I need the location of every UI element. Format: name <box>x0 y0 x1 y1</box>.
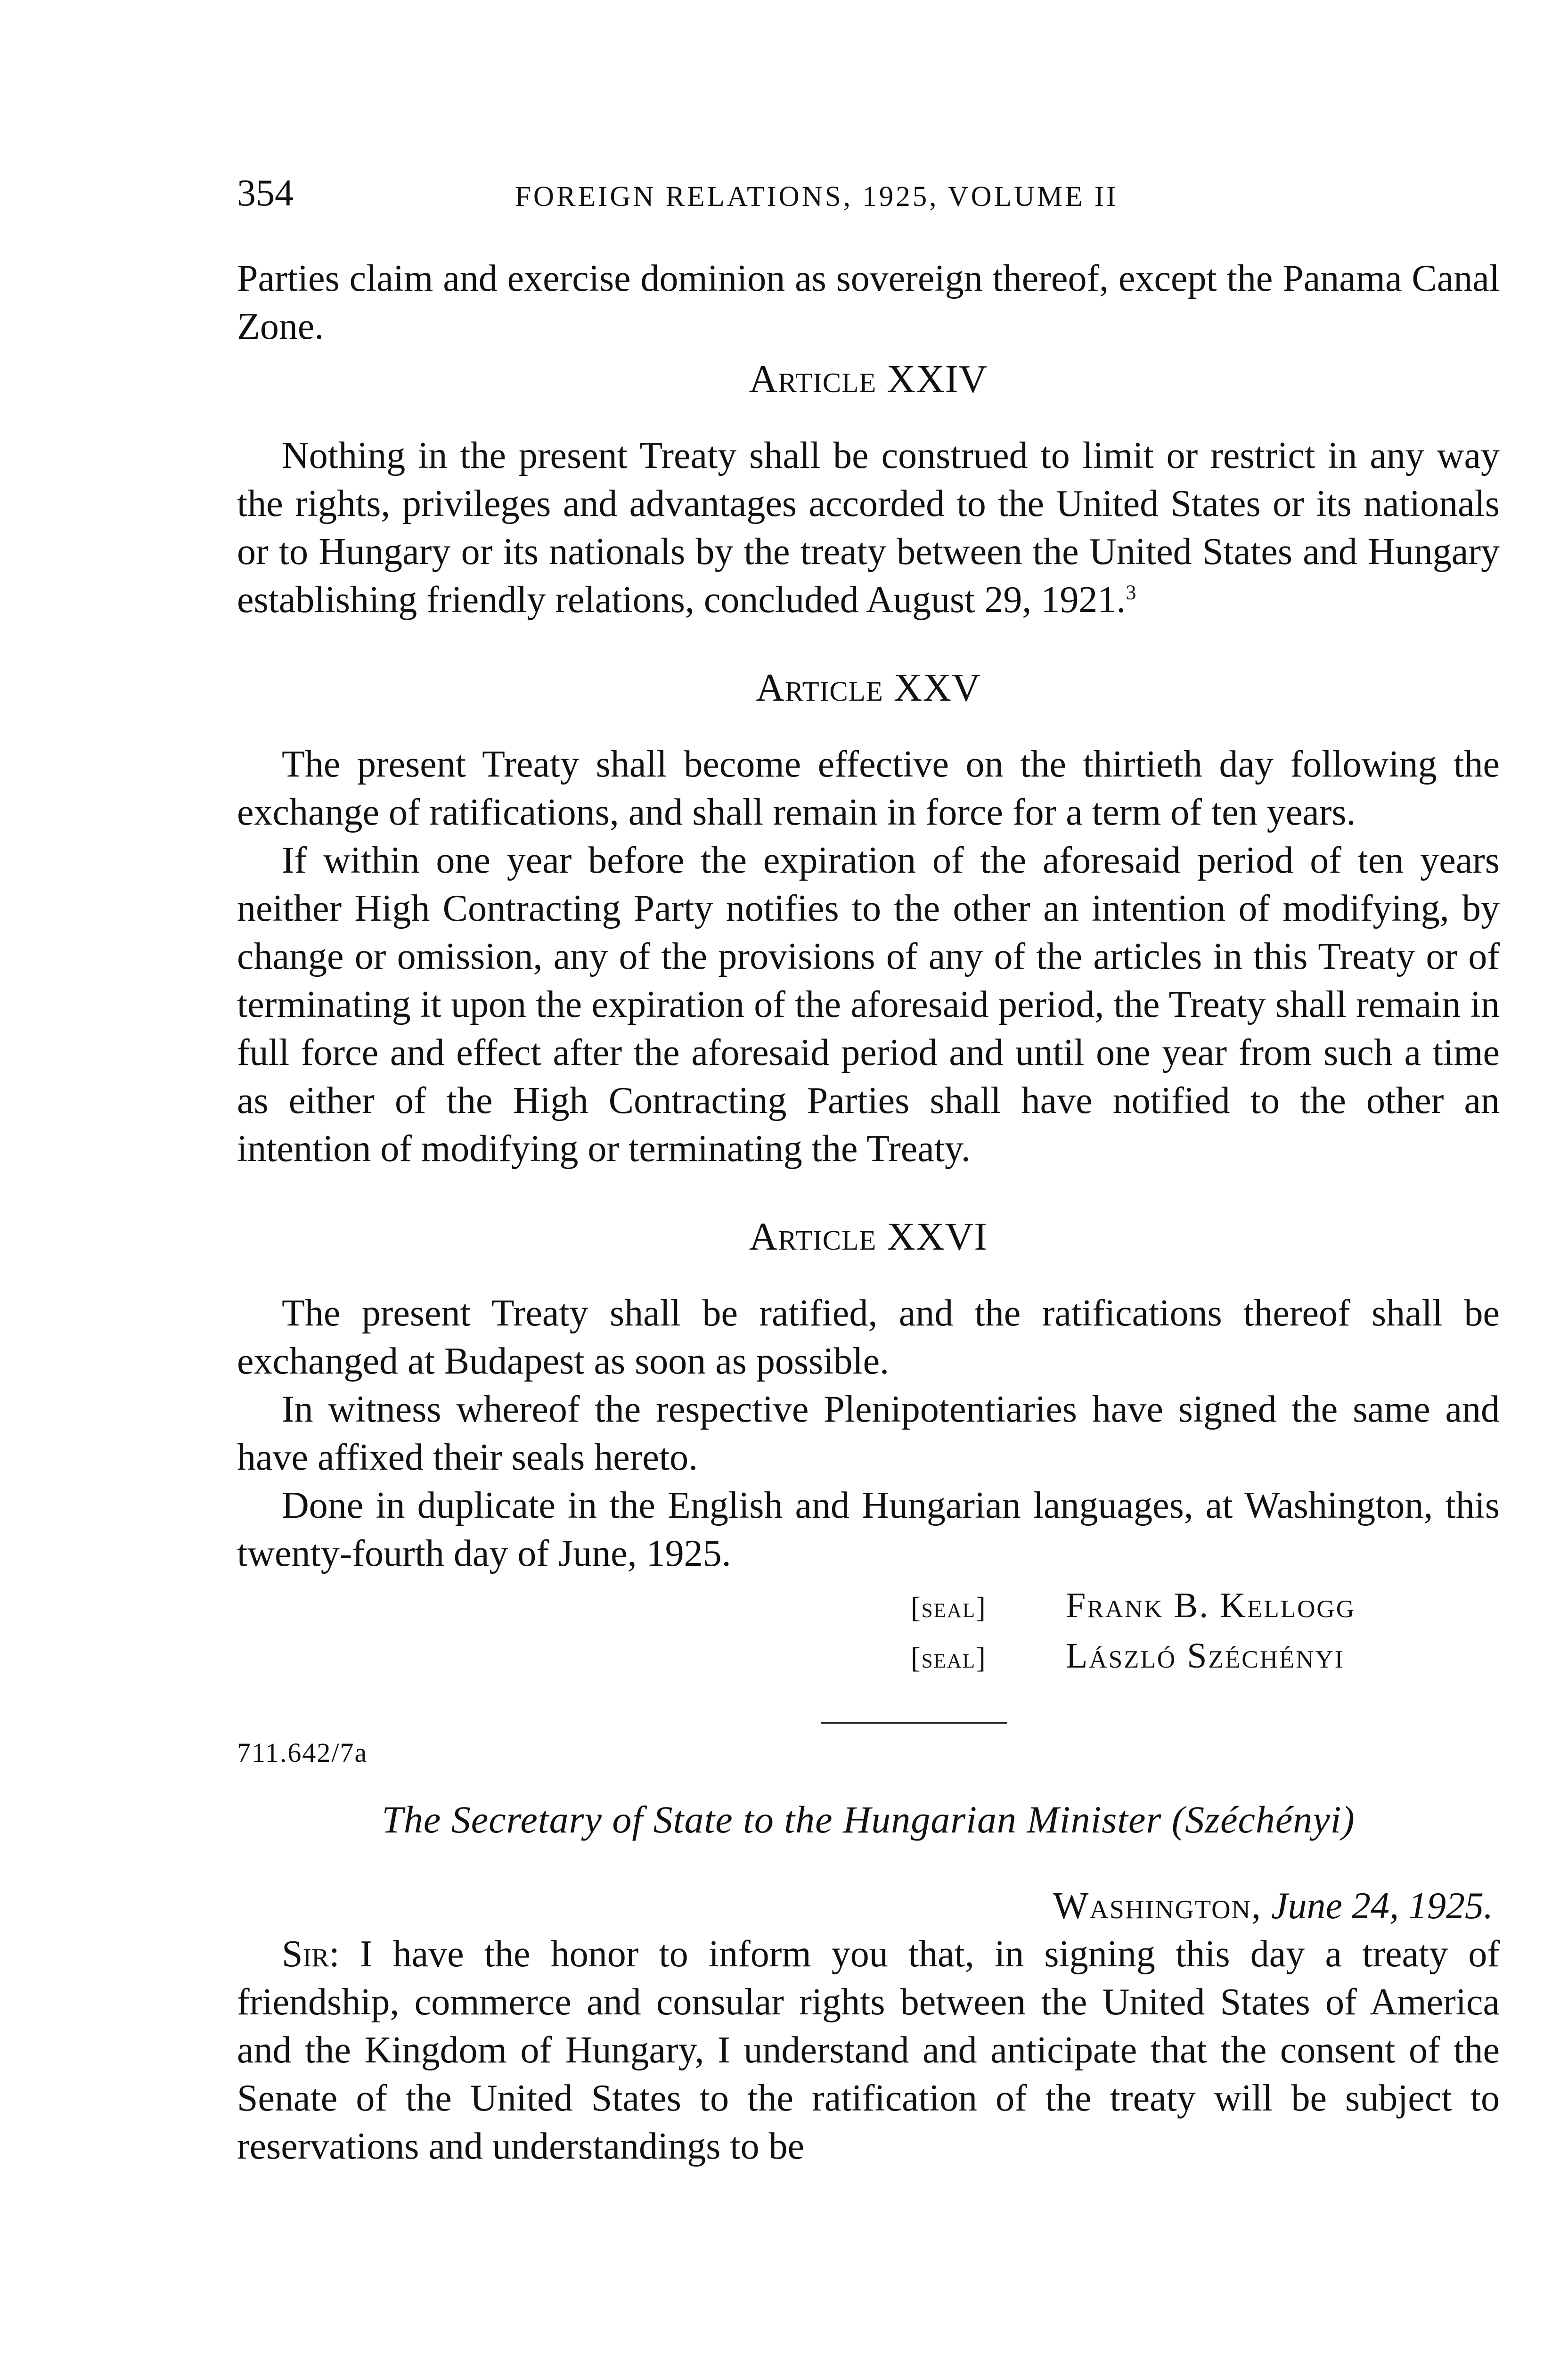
letter-paragraph <box>237 1930 1500 2170</box>
seal-label: [seal] <box>911 1592 987 1624</box>
page-body <box>237 254 1500 2170</box>
date: June 24, 1925. <box>1271 1885 1493 1927</box>
article-xxvi-paragraph-3: Done in duplicate in the English and Hungarian languages, at Washington, this twenty-fourth day of June, 1925. <box>237 1485 1500 1574</box>
article-xxiv-heading: Article XXIV <box>749 357 988 401</box>
running-head: FOREIGN RELATIONS, 1925, VOLUME II <box>515 181 1119 213</box>
signature-block <box>911 1581 1500 1682</box>
salutation: Sir: <box>282 1933 340 1975</box>
article-xxiv-paragraph <box>237 432 1500 624</box>
page-number: 354 <box>237 172 294 214</box>
article-xxvi-paragraph-2: In witness whereof the respective Plenipotentiaries have signed the same and have affixed their seals hereto. <box>237 1389 1500 1478</box>
article-xxvi-paragraph-1: The present Treaty shall be ratified, and the ratifications thereof shall be exchanged at Budapest as soon as possible. <box>237 1293 1500 1382</box>
seal-label: [seal] <box>911 1642 987 1674</box>
article-xxvi-heading: Article XXVI <box>749 1215 988 1259</box>
place: Washington, <box>1053 1885 1262 1927</box>
footnote-reference: 3 <box>1126 581 1136 604</box>
article-xxv-paragraph-1: The present Treaty shall become effective on the thirtieth day following the exchange of ratifications, and shall remain in force for a term of ten years. <box>237 744 1500 833</box>
signature-row <box>911 1632 1500 1682</box>
section-divider <box>821 1722 1007 1724</box>
page-header <box>237 167 1368 219</box>
continuation-paragraph: Parties claim and exercise dominion as sovereign thereof, except the Panama Canal Zone. <box>237 258 1500 347</box>
letter-text: I have the honor to inform you that, in signing this day a treaty of friendship, commerce and consular rights between the United States of America and the Kingdom of Hungary, I understand and anticipate that the consent of the Senate of the United States to the ratification of the treaty will be subject to reservations and understandings to be <box>237 1933 1500 2167</box>
signatory-name: László Széchényi <box>1066 1636 1345 1676</box>
document-title: The Secretary of State to the Hungarian Minister (Széchényi) <box>382 1798 1355 1841</box>
article-xxiv-text: Nothing in the present Treaty shall be construed to limit or restrict in any way the rights, privileges and advantages accorded to the United States or its nationals or to Hungary or its nationals by the treaty between the United States and Hungary establishing friendly relations, concluded August 29, 1921. <box>237 435 1500 621</box>
place-and-date <box>237 1882 1500 1930</box>
article-xxv-paragraph-2: If within one year before the expiration of the aforesaid period of ten years neither High Contracting Party notifies to the other an intention of modifying, by change or omission, any of the provisions of any of the articles in this Treaty or of terminating it upon the expiration of the aforesaid period, the Treaty shall remain in full force and effect after the aforesaid period and until one year from such a time as either of the High Contracting Parties shall have notified to the other an intention of modifying or terminating the Treaty. <box>237 840 1500 1170</box>
article-xxv-heading: Article XXV <box>756 666 981 710</box>
signature-row <box>911 1581 1500 1632</box>
file-number: 711.642/7a <box>237 1737 368 1768</box>
signatory-name: Frank B. Kellogg <box>1066 1586 1356 1625</box>
